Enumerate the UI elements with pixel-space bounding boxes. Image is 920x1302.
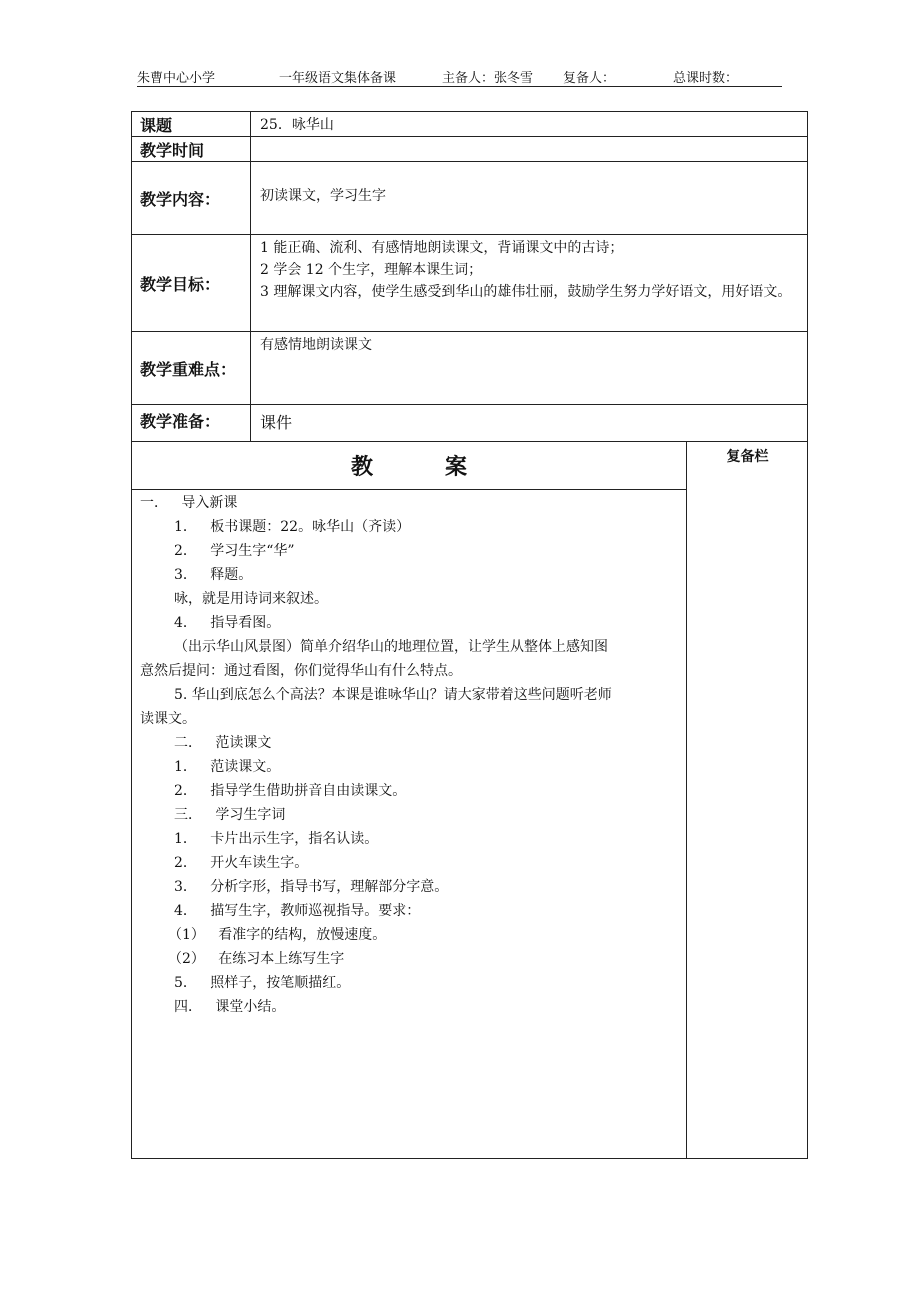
co-preparer: 复备人： [563, 71, 616, 86]
info-label: 教学时间 [132, 137, 251, 161]
info-row-content [132, 162, 807, 235]
course-name: 一年级语文集体备课 [279, 71, 397, 86]
title-char: 教 [350, 454, 373, 480]
plan-line: 咏，就是用诗词来叙述。 [174, 591, 328, 607]
plan-line: 一． 导入新课 [140, 495, 238, 511]
plan-line: 二． 范读课文 [174, 735, 272, 751]
plan-line: 1． 范读课文。 [174, 759, 281, 775]
info-label: 教学内容： [132, 162, 251, 234]
school-name: 朱曹中心小学 [137, 71, 216, 86]
plan-line: （1） 看准字的结构，放慢速度。 [168, 927, 387, 943]
lesson-plan-body [132, 490, 686, 1019]
info-label: 教学准备： [132, 405, 251, 441]
plan-line: 2． 开火车读生字。 [174, 855, 309, 871]
plan-line: 三． 学习生字词 [174, 807, 286, 823]
info-label: 教学目标： [132, 235, 251, 331]
info-value [252, 235, 807, 331]
plan-line: 四． 课堂小结。 [174, 999, 286, 1015]
lesson-plan-section [131, 441, 808, 1159]
plan-line: 读课文。 [140, 711, 196, 727]
plan-line: 意然后提问：通过看图，你们觉得华山有什么特点。 [140, 663, 462, 679]
plan-line: 4． 指导看图。 [174, 615, 281, 631]
plan-line: 5. 华山到底怎么个高法？本课是谁咏华山？请大家带着这些问题听老师 [174, 687, 612, 703]
plan-line: 3． 释题。 [174, 567, 253, 583]
plan-line: 5． 照样子，按笔顺描红。 [174, 975, 351, 991]
plan-line: 3． 分析字形，指导书写，理解部分字意。 [174, 879, 449, 895]
title-char: 案 [445, 454, 468, 480]
goal-line: 1 能正确、流利、有感情地朗读课文，背诵课文中的古诗； [260, 240, 624, 256]
plan-line: 4． 描写生字，教师巡视指导。要求： [174, 903, 421, 919]
goal-line: 3 理解课文内容，使学生感受到华山的雄伟壮丽，鼓励学生努力学好语文，用好语文。 [260, 284, 792, 300]
info-value: 25．咏华山 [260, 117, 334, 133]
info-value: 课件 [260, 413, 293, 432]
goal-line: 2 学会 12 个生字，理解本课生词； [260, 262, 483, 278]
info-value: 初读课文，学习生字 [260, 188, 386, 204]
info-label: 教学重难点： [132, 332, 251, 404]
review-column-label: 复备栏 [726, 449, 769, 465]
plan-line: 1． 板书课题：22。咏华山（齐读） [174, 519, 411, 535]
main-preparer: 主备人：张冬雪 [442, 71, 534, 86]
plan-line: （出示华山风景图）简单介绍华山的地理位置，让学生从整体上感知图 [174, 639, 608, 655]
lesson-plan-title [132, 441, 686, 490]
lesson-info-table [131, 111, 808, 442]
info-value: 有感情地朗读课文 [260, 337, 372, 353]
info-row-goals [132, 235, 807, 332]
plan-line: 2． 指导学生借助拼音自由读课文。 [174, 783, 407, 799]
plan-line: 2． 学习生字“华” [174, 543, 295, 559]
plan-line: （2） 在练习本上练写生字 [168, 951, 345, 967]
info-value [252, 137, 807, 161]
info-row-time [132, 137, 807, 162]
info-row-difficulty [132, 332, 807, 405]
info-label: 课题 [132, 112, 251, 136]
total-lessons: 总课时数： [673, 71, 739, 86]
plan-line: 1． 卡片出示生字，指名认读。 [174, 831, 379, 847]
info-row-topic [132, 112, 807, 137]
lesson-plan-main [132, 441, 687, 1158]
info-row-preparation [132, 405, 807, 441]
page-header [137, 66, 782, 87]
